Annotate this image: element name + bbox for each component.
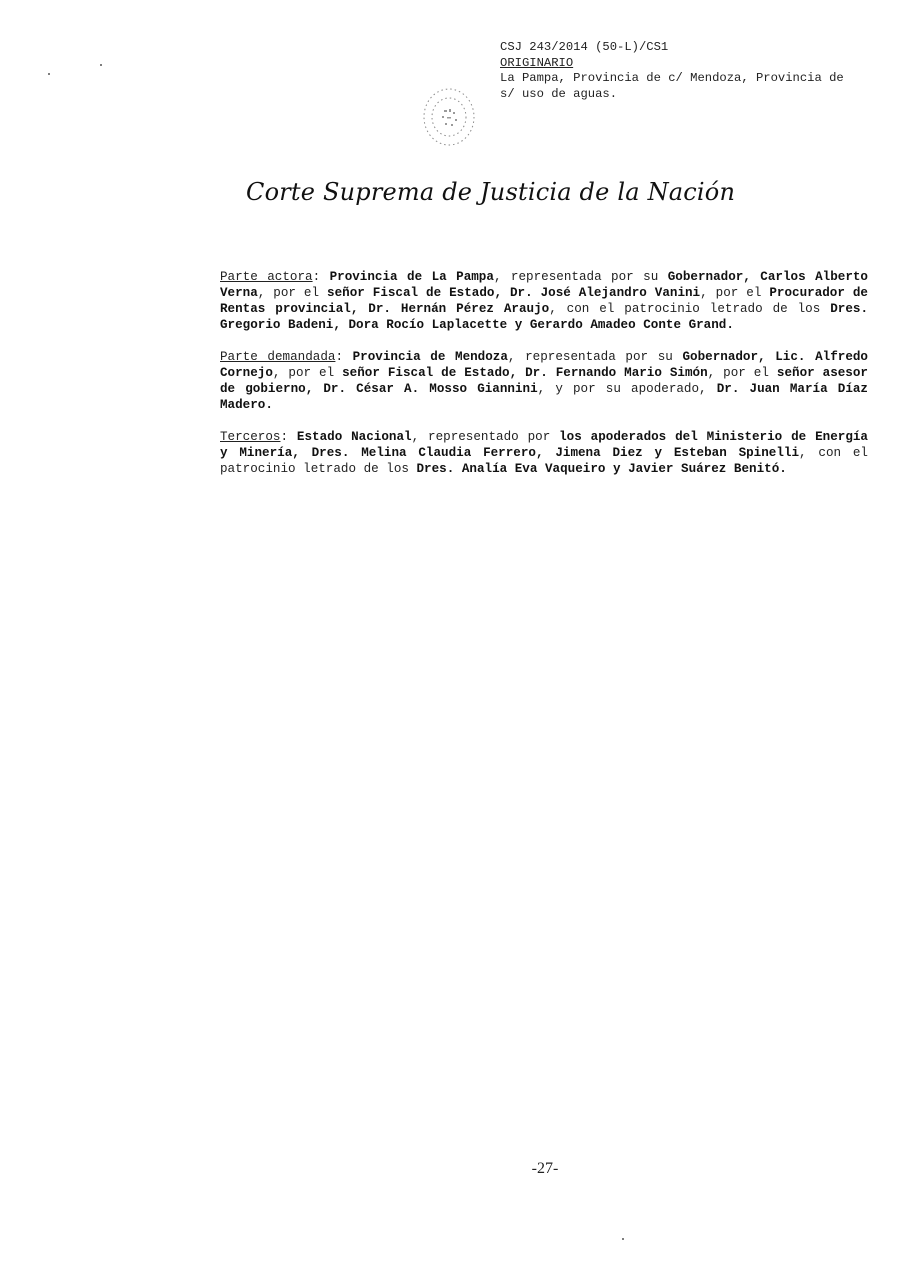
demandada-text-1: , representada por su bbox=[507, 350, 683, 364]
page-number: -27- bbox=[531, 1160, 559, 1177]
terceros-text-2: , con el patrocinio letrado de los bbox=[220, 446, 868, 476]
terceros-text-1: , representado por bbox=[411, 430, 560, 444]
case-number: CSJ 243/2014 (50-L)/CS1 bbox=[500, 40, 669, 54]
case-caption-line-2: s/ uso de aguas. bbox=[500, 86, 618, 101]
terceros-lawyers: Dres. Analía Eva Vaqueiro y Javier Suárez Benitó. bbox=[416, 462, 787, 476]
terceros-apoderados: los apoderados del Ministerio de Energía y Minería, Dres. Melina Claudia Ferrero, Jimena Diez y Esteban Spinelli bbox=[220, 430, 868, 460]
court-name-letterhead: Corte Suprema de Justicia de la Nación bbox=[246, 178, 736, 206]
label-parte-actora: Parte actora bbox=[220, 270, 313, 284]
terceros-party: Estado Nacional bbox=[296, 430, 412, 444]
demandada-fiscal: señor Fiscal de Estado, Dr. Fernando Mario Simón bbox=[342, 366, 708, 380]
paragraph-parte-actora: Parte actora: Provincia de La Pampa, representada por su Gobernador, Carlos Alberto Verna, por el señor Fiscal de Estado, Dr. José Alejandro Vanini, por el Procurador de Rentas provincial, Dr. Hernán Pérez Araujo, con el patrocinio letrado de los Dres. Gregorio Badeni, Dora Rocío Laplacette y Gerardo Amadeo Conte Grand. bbox=[220, 270, 869, 332]
case-type: ORIGINARIO bbox=[500, 55, 574, 70]
actora-text-4: , con el patrocinio letrado de los bbox=[549, 302, 831, 316]
demandada-text-4: , y por su apoderado, bbox=[537, 382, 717, 396]
parties-section bbox=[220, 269, 868, 493]
case-caption-line-1: La Pampa, Provincia de c/ Mendoza, Provincia de bbox=[500, 71, 844, 85]
demandada-text-3: , por el bbox=[707, 366, 777, 380]
actora-lawyers: Dres. Gregorio Badeni, Dora Rocío Laplacette y Gerardo Amadeo Conte Grand. bbox=[220, 302, 869, 332]
scan-speck bbox=[48, 73, 50, 75]
actora-text-2: , por el bbox=[257, 286, 328, 300]
demandada-governor: Gobernador, Lic. Alfredo Cornejo bbox=[220, 350, 868, 380]
actora-fiscal: señor Fiscal de Estado, Dr. José Alejandro Vanini bbox=[327, 286, 701, 300]
actora-governor: Gobernador, Carlos Alberto Verna bbox=[220, 270, 868, 300]
paragraph-terceros: Terceros: Estado Nacional, representado por los apoderados del Ministerio de Energía y Minería, Dres. Melina Claudia Ferrero, Jimena Diez y Esteban Spinelli, con el patrocinio letrado de los Dres. Analía Eva Vaqueiro y Javier Suárez Benitó. bbox=[220, 430, 868, 476]
paragraph-parte-demandada: Parte demandada: Provincia de Mendoza, representada por su Gobernador, Lic. Alfredo Cornejo, por el señor Fiscal de Estado, Dr. Fernando Mario Simón, por el señor asesor de gobierno, Dr. César A. Mosso Giannini, y por su apoderado, Dr. Juan María Díaz Madero. bbox=[220, 350, 868, 412]
case-header bbox=[500, 40, 870, 102]
scan-speck bbox=[622, 1238, 624, 1240]
scan-speck bbox=[100, 64, 102, 66]
label-terceros: Terceros bbox=[220, 430, 281, 444]
label-parte-demandada: Parte demandada bbox=[220, 350, 336, 364]
demandada-party: Provincia de Mendoza bbox=[352, 350, 508, 364]
actora-text-1: , representada por su bbox=[493, 270, 668, 284]
demandada-text-2: , por el bbox=[272, 366, 343, 380]
court-seal-stamp bbox=[420, 86, 478, 148]
actora-procurador: Procurador de Rentas provincial, Dr. Hernán Pérez Araujo bbox=[220, 286, 868, 316]
demandada-apoderado: Dr. Juan María Díaz Madero. bbox=[220, 382, 868, 412]
demandada-asesor: señor asesor de gobierno, Dr. César A. Mosso Giannini bbox=[220, 366, 868, 396]
actora-text-3: , por el bbox=[700, 286, 770, 300]
actora-party: Provincia de La Pampa bbox=[329, 270, 494, 284]
